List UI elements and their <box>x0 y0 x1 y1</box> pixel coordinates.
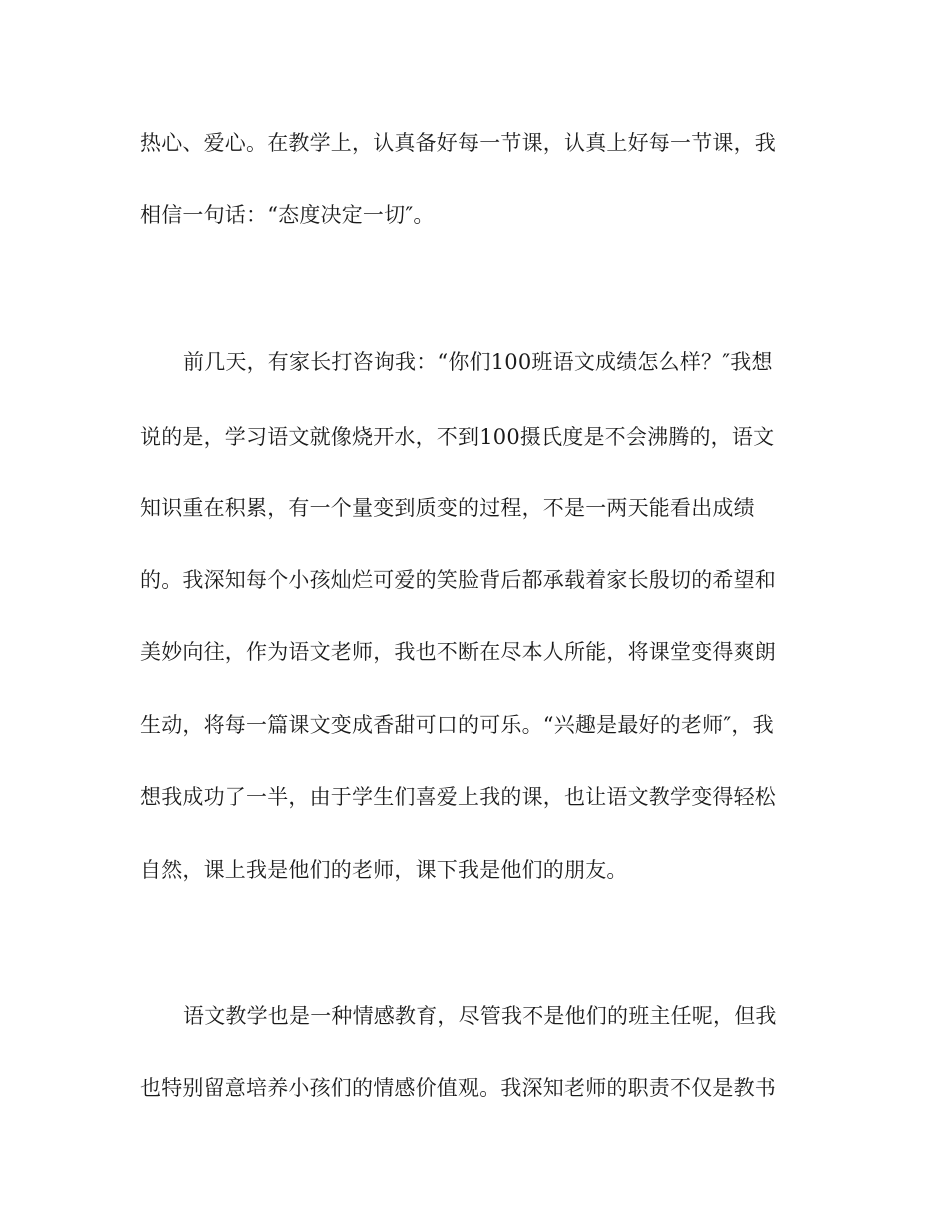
paragraph-1-line-2: 相信一句话：“态度决定一切″。 <box>140 203 435 227</box>
paragraph-2-line-3: 知识重在积累，有一个量变到质变的过程，不是一两天能看出成绩 <box>140 496 755 520</box>
paragraph-1-line-1: 热心、爱心。在教学上，认真备好每一节课，认真上好每一节课，我 <box>140 131 776 155</box>
paragraph-2-line-1: 前几天，有家长打咨询我：“你们100班语文成绩怎么样？″我想 <box>183 350 773 374</box>
paragraph-2-line-7: 想我成功了一半，由于学生们喜爱上我的课，也让语文教学变得轻松 <box>140 785 776 809</box>
paragraph-2-line-4: 的。我深知每个小孩灿烂可爱的笑脸背后都承载着家长殷切的希望和 <box>140 568 776 592</box>
paragraph-2-line-5: 美妙向往，作为语文老师，我也不断在尽本人所能，将课堂变得爽朗 <box>140 640 776 664</box>
paragraph-2-line-2: 说的是，学习语文就像烧开水，不到100摄氏度是不会沸腾的，语文 <box>140 425 775 449</box>
paragraph-2-line-8: 自然，课上我是他们的老师，课下我是他们的朋友。 <box>140 858 628 882</box>
paragraph-3-line-1: 语文教学也是一种情感教育，尽管我不是他们的班主任呢，但我 <box>183 1004 777 1028</box>
paragraph-3-line-2: 也特别留意培养小孩们的情感价值观。我深知老师的职责不仅是教书 <box>140 1076 776 1100</box>
paragraph-2-line-6: 生动，将每一篇课文变成香甜可口的可乐。“兴趣是最好的老师″，我 <box>140 713 774 737</box>
